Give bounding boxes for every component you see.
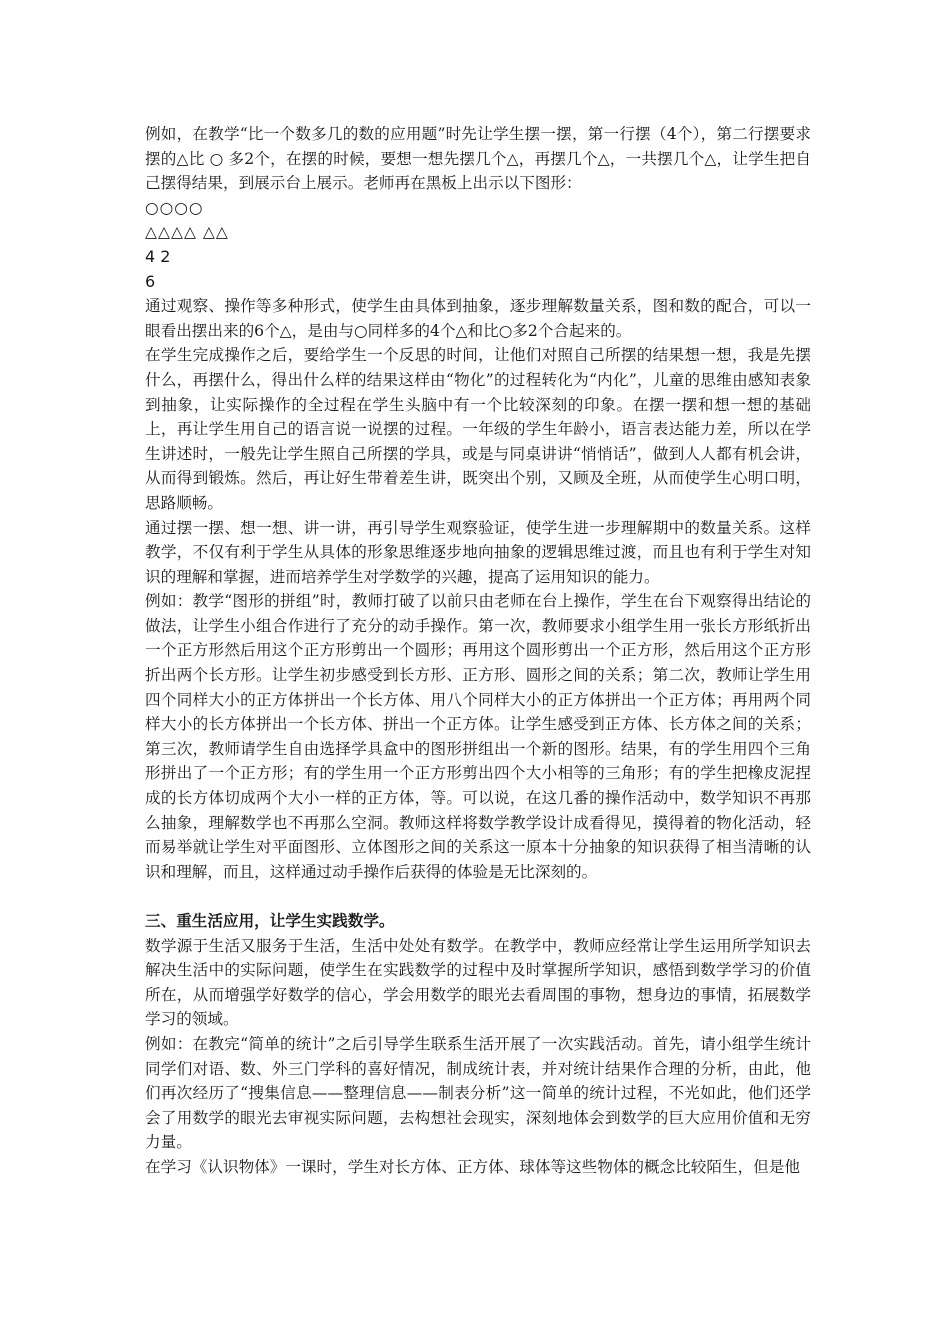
section-heading-3: 三、重生活应用，让学生实践数学。 bbox=[145, 911, 395, 930]
paragraph-reflection: 在学生完成操作之后，要给学生一个反思的时间，让他们对照自己所摆的结果想一想，我是先摆什么，再摆什么，得出什么样的结果这样由“物化”的过程转化为“内化”，儿童的思维由感知表象到抽象，让实际操作的全过程在学生头脑中有一个比较深刻的印象。在摆一摆和想一想的基础上，再让学生用自己的语言说一说摆的过程。一年级的学生年龄小，语言表达能力差，所以在学生讲述时，一般先让学生照自己所摆的学具，或是与同桌讲讲“悄悄话”，做到人人都有机会讲，从而得到锻炼。然后，再让好生带着差生讲，既突出个别，又顾及全班，从而使学生心明口明，思路顺畅。 bbox=[145, 346, 811, 512]
paragraph-life-application: 数学源于生活又服务于生活，生活中处处有数学。在教学中，教师应经常让学生运用所学知识去解决生活中的实际问题，使学生在实践数学的过程中及时掌握所学知识，感悟到数学学习的价值所在，从而增强学好数学的信心，学会用数学的眼光去看周围的事物，想身边的事情，拓展数学学习的领域。 bbox=[145, 936, 811, 1029]
paragraph-example-intro: 例如，在教学“比一个数多几的数的应用题”时先让学生摆一摆，第一行摆（4个），第二行摆要求摆的△比 ○ 多2个，在摆的时候，要想一想先摆几个△，再摆几个△，一共摆几个△，让学生把自己摆得结果，到展示台上展示。老师再在黑板上出示以下图形： bbox=[145, 125, 811, 193]
paragraph-verification: 通过摆一摆、想一想、讲一讲，再引导学生观察验证，使学生进一步理解期中的数量关系。这样教学，不仅有利于学生从具体的形象思维逐步地向抽象的逻辑思维过渡，而且也有利于学生对知识的理解和掌握，进而培养学生对学数学的兴趣，提高了运用知识的能力。 bbox=[145, 518, 811, 586]
figure-numbers-row: 4 2 bbox=[145, 246, 171, 266]
paragraph-statistics-example: 例如：在教完“简单的统计”之后引导学生联系生活开展了一次实践活动。首先，请小组学生统计同学们对语、数、外三门学科的喜好情况，制成统计表，并对统计结果作合理的分析，由此，他们再次经历了“搜集信息——整理信息——制表分析”这一简单的统计过程，不光如此，他们还学会了用数学的眼光去审视实际问题，去构想社会现实，深刻地体会到数学的巨大应用价值和无穷力量。 bbox=[145, 1034, 811, 1152]
paragraph-observation: 通过观察、操作等多种形式，使学生由具体到抽象，逐步理解数量关系，图和数的配合，可以一眼看出摆出来的6个△，是由与○同样多的4个△和比○多2个合起来的。 bbox=[145, 297, 811, 340]
figure-circles-row: ○○○○ bbox=[145, 198, 204, 217]
paragraph-shape-example: 例如：教学“图形的拼组”时，教师打破了以前只由老师在台上操作，学生在台下观察得出结论的做法，让学生小组合作进行了充分的动手操作。第一次，教师要求小组学生用一张长方形纸折出一个正方形然后用这个正方形剪出一个圆形；再用这个圆形剪出一个正方形，然后用这个正方形折出两个长方形。让学生初步感受到长方形、正方形、圆形之间的关系；第二次，教师让学生用四个同样大小的正方体拼出一个长方体、用八个同样大小的正方体拼出一个正方体；再用两个同样大小的长方体拼出一个长方体、拼出一个正方体。让学生感受到正方体、长方体之间的关系；第三次，教师请学生自由选择学具盒中的图形拼组出一个新的图形。结果，有的学生用四个三角形拼出了一个正方形；有的学生用一个正方形剪出四个大小相等的三角形；有的学生把橡皮泥捏成的长方体切成两个大小一样的正方体，等。可以说，在这几番的操作活动中，数学知识不再那么抽象，理解数学也不再那么空洞。教师这样将数学教学设计成看得见，摸得着的物化活动，轻而易举就让学生对平面图形、立体图形之间的关系这一原本十分抽象的知识获得了相当清晰的认识和理解，而且，这样通过动手操作后获得的体验是无比深刻的。 bbox=[145, 592, 811, 881]
figure-total-row: 6 bbox=[145, 271, 156, 291]
document-body bbox=[145, 122, 811, 1180]
paragraph-objects-lesson: 在学习《认识物体》一课时，学生对长方体、正方体、球体等这些物体的概念比较陌生，但是他 bbox=[145, 1157, 800, 1176]
figure-triangles-row: △△△△ △△ bbox=[145, 223, 229, 242]
